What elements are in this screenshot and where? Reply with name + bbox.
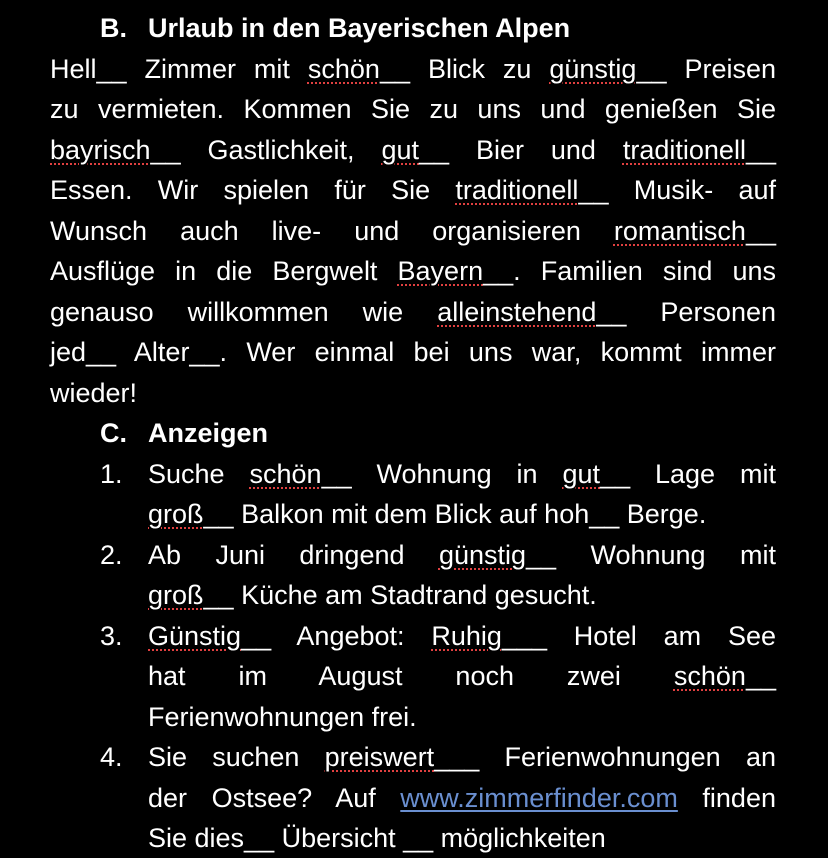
text-segment: __ Personen [596,297,776,327]
adjective-word: groß [148,580,204,610]
text-segment: __ Wohnung in [321,459,563,489]
section-b-line [50,336,776,372]
text-segment: finden [677,783,776,813]
adjective-word: bayrisch [50,135,151,165]
adjective-word: Günstig [148,621,242,651]
text-segment: Sie suchen [148,742,325,772]
text-segment: __ [745,661,776,691]
text-segment: Suche [148,459,250,489]
section-b-label: B. [100,13,127,43]
text-segment: Hell__ Zimmer mit [50,54,308,84]
item-number: 3. [100,621,123,651]
text-segment: Wunsch auch live- und organisieren [50,216,614,246]
text-segment: __ Blick zu [379,54,550,84]
text-segment: Ab Juni dringend [148,540,439,570]
section-b-line [50,296,776,332]
text-segment: __ Wohnung mit [526,540,776,570]
adjective-word: traditionell [622,135,746,165]
text-segment: ___ Ferienwohnungen an [434,742,776,772]
section-c-title: Anzeigen [148,418,269,448]
section-b-title: Urlaub in den Bayerischen Alpen [148,13,571,43]
adjective-word: romantisch [613,216,746,246]
adjective-word: alleinstehend [437,297,597,327]
text-segment: genauso willkommen wie [50,297,438,327]
adjective-word: gut [562,459,601,489]
item-line [148,458,776,494]
text-segment: __. Familien sind uns [483,256,776,286]
item-line [148,620,776,656]
adjective-word: Ruhig [431,621,502,651]
text-segment: zu vermieten. Kommen Sie zu uns und genießen Sie [50,94,776,124]
text-segment: ___ Hotel am See [501,621,777,651]
item-number: 4. [100,742,123,772]
text-segment: __ Angebot: [241,621,432,651]
text-segment: jed__ Alter__. Wer einmal bei uns war, kommt immer [50,337,776,367]
section-b-line [50,215,776,251]
text-segment: Essen. Wir spielen für Sie [50,175,456,205]
section-b-line [50,255,776,291]
text-segment: Sie dies__ Übersicht __ möglichkeiten [148,823,606,853]
text-segment: __ Bier und [419,135,623,165]
adjective-word: günstig [438,540,527,570]
text-segment: wieder! [50,378,138,408]
adjective-word: schön [249,459,322,489]
adjective-word: preiswert [324,742,435,772]
item-line [148,822,776,858]
text-segment: __ [745,135,776,165]
text-segment: __ Balkon mit dem Blick auf hoh__ Berge. [203,499,707,529]
text-segment: Ferienwohnungen frei. [148,702,417,732]
adjective-word: schön [673,661,746,691]
item-line [148,498,776,534]
item-line [148,741,776,777]
text-segment: __ Musik- auf [578,175,776,205]
section-b-line [50,93,776,129]
text-segment: __ Lage mit [600,459,776,489]
item-number: 2. [100,540,123,570]
text-segment: __ Preisen [636,54,776,84]
text-segment: __ Küche am Stadtrand gesucht. [203,580,597,610]
text-segment: __ [745,216,776,246]
section-b-line [50,174,776,210]
section-b-line [50,377,776,413]
item-line [148,579,776,615]
item-line [148,701,776,737]
adjective-word: traditionell [455,175,579,205]
adjective-word: Bayern [397,256,484,286]
website-link[interactable]: www.zimmerfinder.com [400,783,678,813]
text-segment: der Ostsee? Auf [148,783,401,813]
adjective-word: günstig [549,54,637,84]
section-c-label: C. [100,418,127,448]
adjective-word: groß [148,499,204,529]
adjective-word: schön [307,54,380,84]
item-line [148,782,776,818]
text-segment: Ausflüge in die Bergwelt [50,256,398,286]
item-number: 1. [100,459,123,489]
section-b-line [50,53,776,89]
text-segment: __ Gastlichkeit, [150,135,382,165]
item-line [148,660,776,696]
adjective-word: gut [381,135,420,165]
item-line [148,539,776,575]
section-b-line [50,134,776,170]
text-segment: hat im August noch zwei [148,661,674,691]
